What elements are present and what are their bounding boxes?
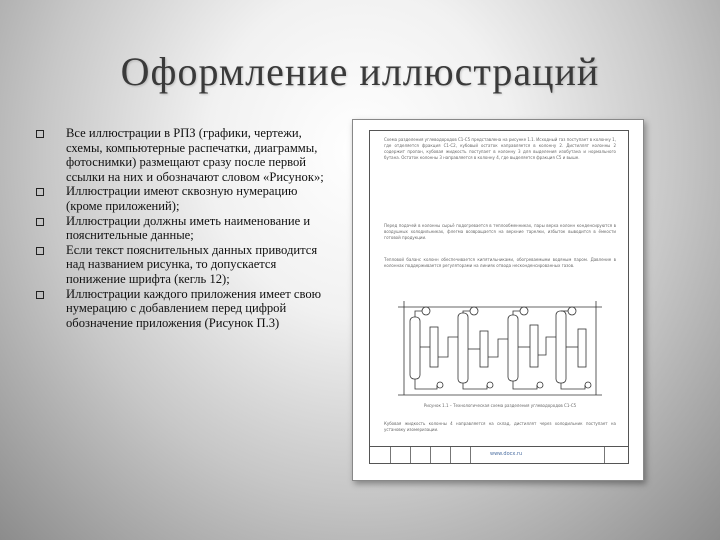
bullet-list	[36, 126, 336, 330]
square-bullet-icon	[36, 291, 44, 299]
doc-paragraph: Тепловой баланс колонн обеспечивается кипятильниками, обогреваемыми водяным паром. Давление в колоннах поддерживается регуляторами на линиях отвода несконденсированных газов.	[384, 257, 616, 269]
stamp-cell	[604, 447, 605, 463]
stamp-cell	[390, 447, 391, 463]
bullet-text: Иллюстрации имеют сквозную нумерацию (кроме приложений);	[66, 184, 298, 213]
bullet-text: Если текст пояснительных данных приводится над названием рисунка, то допускается понижение шрифта (кегль 12);	[66, 242, 318, 286]
doc-paragraph: Кубовая жидкость колонны 4 направляется на склад, дистиллят через холодильник поступает на установку изомеризации.	[384, 421, 616, 433]
stamp-cell	[470, 447, 471, 463]
bullet-item	[36, 287, 336, 331]
stamp-cell	[410, 447, 411, 463]
bullet-text: Иллюстрации каждого приложения имеет свою нумерацию с добавлением перед цифрой обозначение приложения (Рисунок П.3)	[66, 286, 322, 330]
page-frame	[369, 130, 629, 464]
document-thumbnail	[352, 119, 644, 481]
title-block-stamp	[370, 446, 628, 463]
bullet-text: Иллюстрации должны иметь наименование и пояснительные данные;	[66, 213, 311, 243]
stamp-site-text: www.docx.ru	[490, 451, 523, 457]
square-bullet-icon	[36, 218, 44, 226]
doc-paragraph: Схема разделения углеводородов С1-С5 представлена на рисунке 1.1. Исходный газ поступает в колонну 1, где отделяется фракция С1-С2, кубовый остаток направляется в колонну 2. Дистиллят колонны 2 содержит пропан, кубовая жидкость поступает в колонну 3 для выделения изобутана и нормального бутана. Остаток колонны 3 направляется в колонну 4, где выделяется фракция С5 и выше.	[384, 137, 616, 161]
bullet-item	[36, 243, 336, 287]
bullet-item	[36, 184, 336, 213]
square-bullet-icon	[36, 130, 44, 138]
bullet-text: Все иллюстрации в РПЗ (графики, чертежи, схемы, компьютерные распечатки, диаграммы, фотоснимки) размещают сразу после первой ссылки на них и обозначают словом «Рисунок»;	[66, 126, 324, 184]
doc-paragraph: Перед подачей в колонны сырьё подогревается в теплообменниках, пары верха колонн конденсируются в воздушных холодильниках, флегма возвращается на верхние тарелки, избыток выводится в ёмкости готовой продукции.	[384, 223, 616, 241]
square-bullet-icon	[36, 247, 44, 255]
square-bullet-icon	[36, 188, 44, 196]
slide-title: Оформление иллюстраций	[120, 49, 600, 94]
process-scheme-figure	[396, 297, 606, 401]
bullet-item	[36, 214, 336, 243]
stamp-cell	[450, 447, 451, 463]
stamp-cell	[430, 447, 431, 463]
bullet-item	[36, 126, 336, 184]
figure-caption: Рисунок 1.1 – Технологическая схема разделения углеводородов С1-С5	[423, 403, 577, 408]
